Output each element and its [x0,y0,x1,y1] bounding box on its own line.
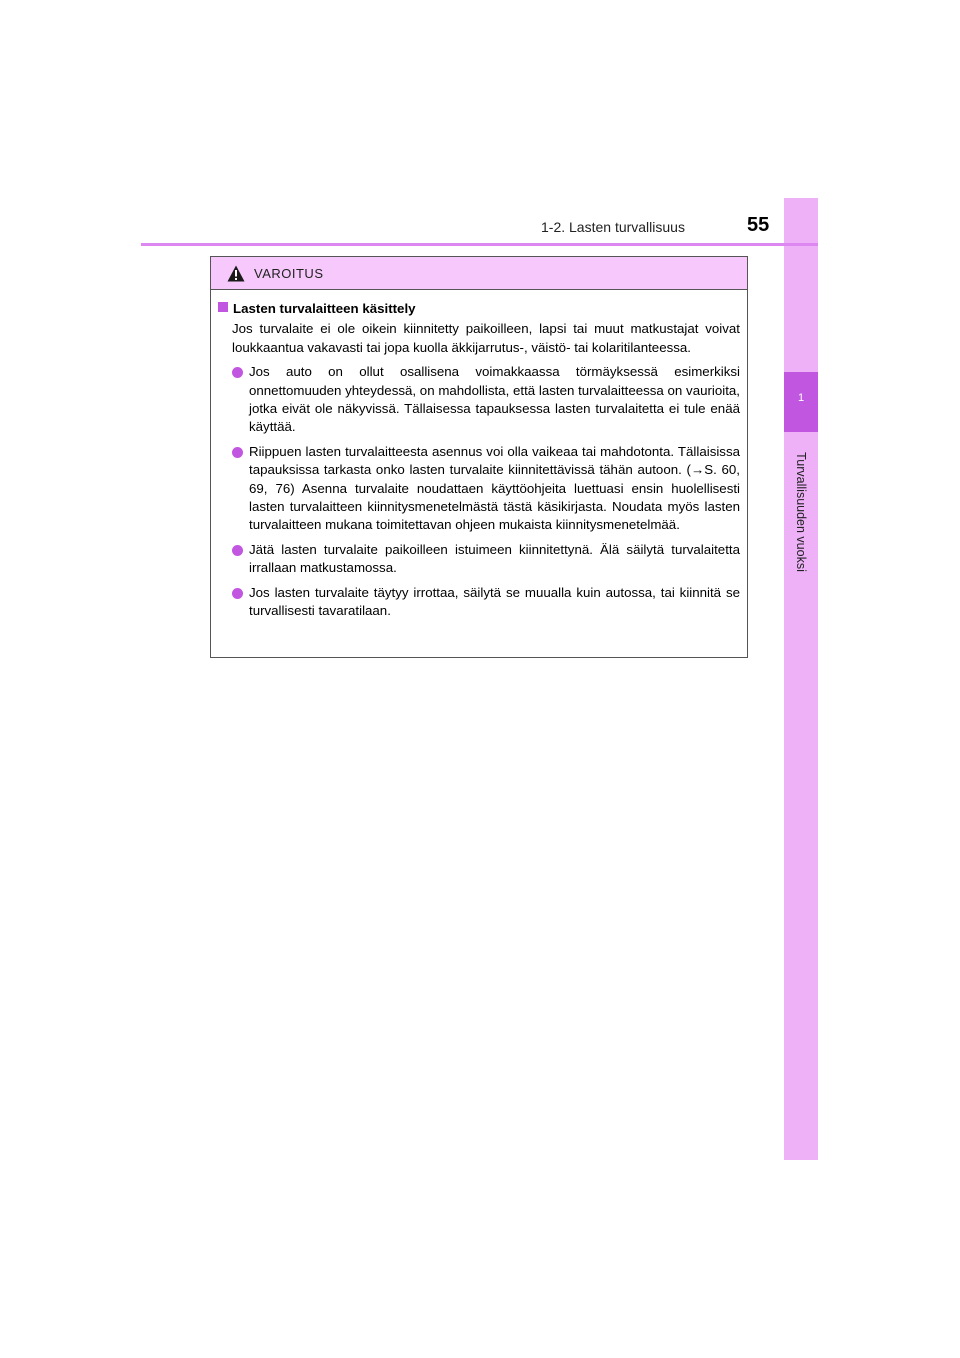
bullet-dot-icon [232,367,243,378]
page-number: 55 [747,214,770,236]
list-item [232,541,740,578]
warning-title: VAROITUS [254,265,324,281]
warning-box [210,256,748,658]
bullet-dot-icon [232,545,243,556]
warning-bullet-list [232,363,740,620]
bullet-dot-icon [232,447,243,458]
list-item [232,584,740,621]
chapter-side-tab [784,198,818,1160]
bullet-text: Riippuen lasten turvalaitteesta asennus voi olla vaikeaa tai mahdotonta. Tällaisissa tapauksissa tarkasta onko lasten turvalaite kiinnitettävissä tähän autoon. (→S. 60, 69, 76) Asenna turvalaite noudattaen käyttöohjeita luettuasi ensin huolellisesti lasten turvalaitteen kiinnitysmenetelmästä tästä käsikirjasta. Noudata myös lasten turvalaitteen mukana toimitettavan ohjeen mukaista kiinnitysmenetelmää. [249,443,740,533]
bullet-text: Jos auto on ollut osallisena voimakkaassa törmäyksessä esimerkiksi onnettomuuden yhteydessä, on mahdollista, että lasten turvalaitteessa on vaurioita, jotka eivät ole näkyvissä. Tällaisessa tapauksessa lasten turvalaitetta ei tule enää käyttää. [249,364,740,435]
list-item [232,363,740,437]
header-divider [141,243,818,246]
list-item [232,443,740,535]
section-heading [218,300,740,318]
warning-triangle-icon [227,265,245,282]
section-heading-text: Lasten turvalaitteen käsittely [233,301,416,316]
warning-body [211,290,747,621]
bullet-dot-icon [232,588,243,599]
chapter-number: 1 [797,392,805,404]
running-header-section: 1-2. Lasten turvallisuus [541,219,685,235]
chapter-title: Turvallisuuden vuoksi [794,452,808,572]
section-square-icon [218,302,228,312]
bullet-text: Jos lasten turvalaite täytyy irrottaa, säilytä se muualla kuin autossa, tai kiinnitä se turvallisesti tavaratilaan. [249,584,740,619]
warning-intro: Jos turvalaite ei ole oikein kiinnitetty paikoilleen, lapsi tai muut matkustajat voivat loukkaantua vakavasti tai jopa kuolla äkkijarrutus-, väistö- tai kolaritilanteessa. [232,321,740,355]
bullet-text: Jätä lasten turvalaite paikoilleen istuimeen kiinnitettynä. Älä säilytä turvalaitetta irrallaan matkustamossa. [249,541,740,576]
warning-header [211,257,747,290]
